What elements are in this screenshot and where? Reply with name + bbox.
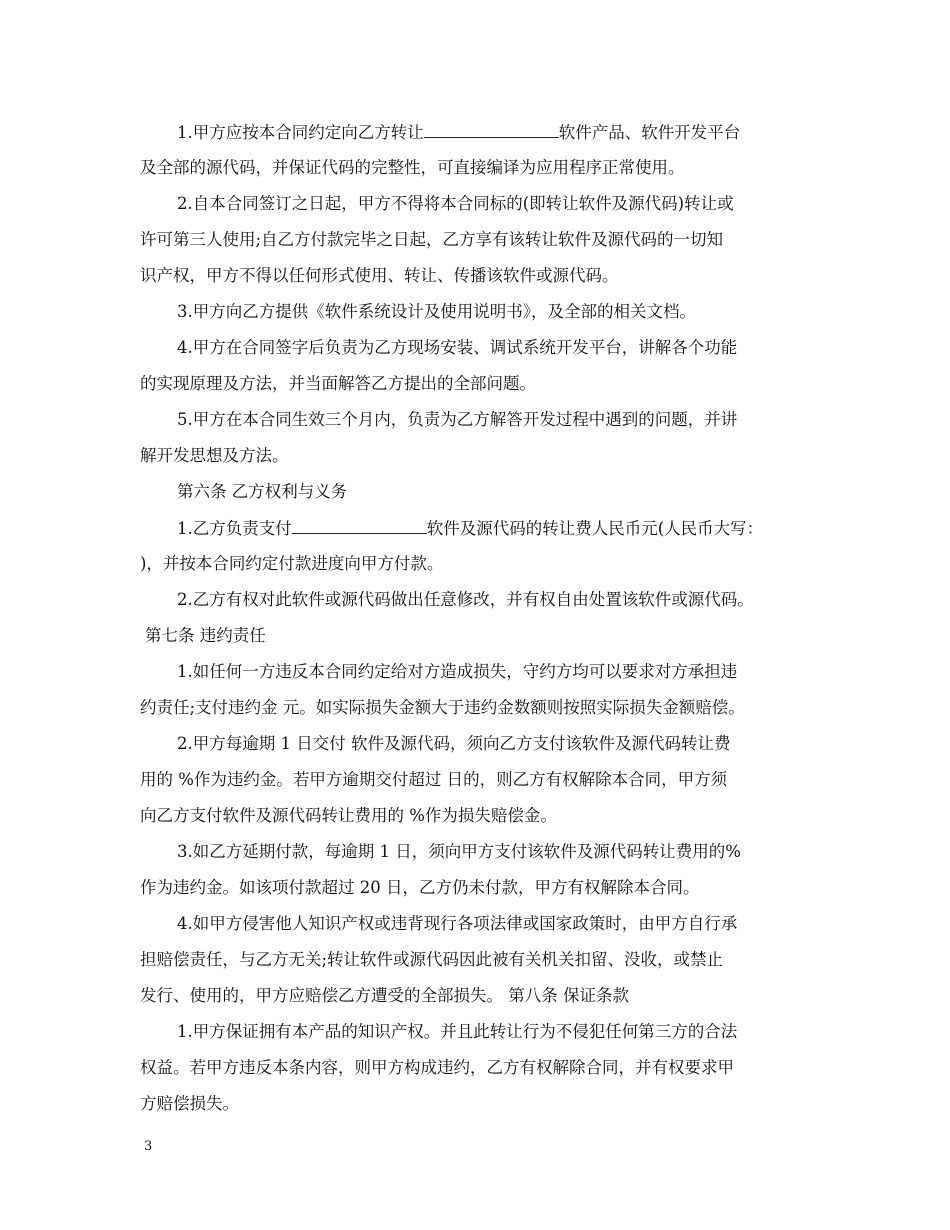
paragraph-line-4: 许可第三人使用;自乙方付款完毕之日起，乙方享有该转让软件及源代码的一切知 xyxy=(140,230,724,249)
paragraph-line-1 xyxy=(177,121,820,144)
paragraph-line-13: )，并按本合同约定付款进度向甲方付款。 xyxy=(140,554,444,573)
text-segment: 1.乙方负责支付 xyxy=(177,519,292,538)
paragraph-line-3: 2.自本合同签订之日起，甲方不得将本合同标的(即转让软件及源代码)转让或 xyxy=(177,194,734,213)
paragraph-line-16: 1.如任何一方违反本合同约定给对方造成损失，守约方均可以要求对方承担违 xyxy=(177,662,738,681)
paragraph-line-14: 2.乙方有权对此软件或源代码做出任意修改，并有权自由处置该软件或源代码。 xyxy=(177,590,754,609)
text-segment: 软件产品、软件开发平台 xyxy=(558,123,741,142)
paragraph-line-26: 1.甲方保证拥有本产品的知识产权。并且此转让行为不侵犯任何第三方的合法 xyxy=(177,1022,738,1041)
paragraph-line-18: 2.甲方每逾期 1 日交付 软件及源代码，须向乙方支付该软件及源代码转让费 xyxy=(177,734,731,753)
text-segment: 1.甲方应按本合同约定向乙方转让 xyxy=(177,123,424,142)
paragraph-line-28: 方赔偿损失。 xyxy=(140,1094,239,1113)
paragraph-line-27: 权益。若甲方违反本条内容，则甲方构成违约，乙方有权解除合同，并有权要求甲 xyxy=(140,1058,734,1077)
paragraph-line-22: 作为违约金。如该项付款超过 20 日，乙方仍未付款，甲方有权解除本合同。 xyxy=(140,878,700,897)
paragraph-line-17: 约责任;支付违约金 元。如实际损失金额大于违约金数额则按照实际损失金额赔偿。 xyxy=(140,698,745,717)
fill-in-blank xyxy=(424,121,559,138)
paragraph-line-21: 3.如乙方延期付款，每逾期 1 日，须向甲方支付该软件及源代码转让费用的% xyxy=(177,842,741,861)
paragraph-line-24: 担赔偿责任，与乙方无关;转让软件或源代码因此被有关机关扣留、没收，或禁止 xyxy=(140,950,724,969)
paragraph-line-9: 5.甲方在本合同生效三个月内，负责为乙方解答开发过程中遇到的问题，并讲 xyxy=(177,410,738,429)
paragraph-line-8: 的实现原理及方法，并当面解答乙方提出的全部问题。 xyxy=(140,374,536,393)
paragraph-line-25: 发行、使用的，甲方应赔偿乙方遭受的全部损失。 第八条 保证条款 xyxy=(140,986,629,1005)
page-number: 3 xyxy=(144,1139,153,1154)
paragraph-line-10: 解开发思想及方法。 xyxy=(140,446,289,465)
paragraph-line-2: 及全部的源代码，并保证代码的完整性，可直接编译为应用程序正常使用。 xyxy=(140,158,685,177)
section-heading-6: 第六条 乙方权利与义务 xyxy=(177,482,348,501)
paragraph-line-6: 3.甲方向乙方提供《软件系统设计及使用说明书》，及全部的相关文档。 xyxy=(177,302,696,321)
paragraph-line-12 xyxy=(177,517,820,540)
paragraph-line-19: 用的 %作为违约金。若甲方逾期交付超过 日的，则乙方有权解除本合同，甲方须 xyxy=(140,770,728,789)
paragraph-line-20: 向乙方支付软件及源代码转让费用的 %作为损失赔偿金。 xyxy=(140,806,557,825)
paragraph-line-5: 识产权，甲方不得以任何形式使用、转让、传播该软件或源代码。 xyxy=(140,266,619,285)
section-heading-7: 第七条 违约责任 xyxy=(145,626,266,645)
text-segment: 软件及源代码的转让费人民币元(人民币大写： xyxy=(426,519,764,538)
paragraph-line-23: 4.如甲方侵害他人知识产权或违背现行各项法律或国家政策时，由甲方自行承 xyxy=(177,914,738,933)
paragraph-line-7: 4.甲方在合同签字后负责为乙方现场安装、调试系统开发平台，讲解各个功能 xyxy=(177,338,738,357)
fill-in-blank xyxy=(292,517,427,534)
